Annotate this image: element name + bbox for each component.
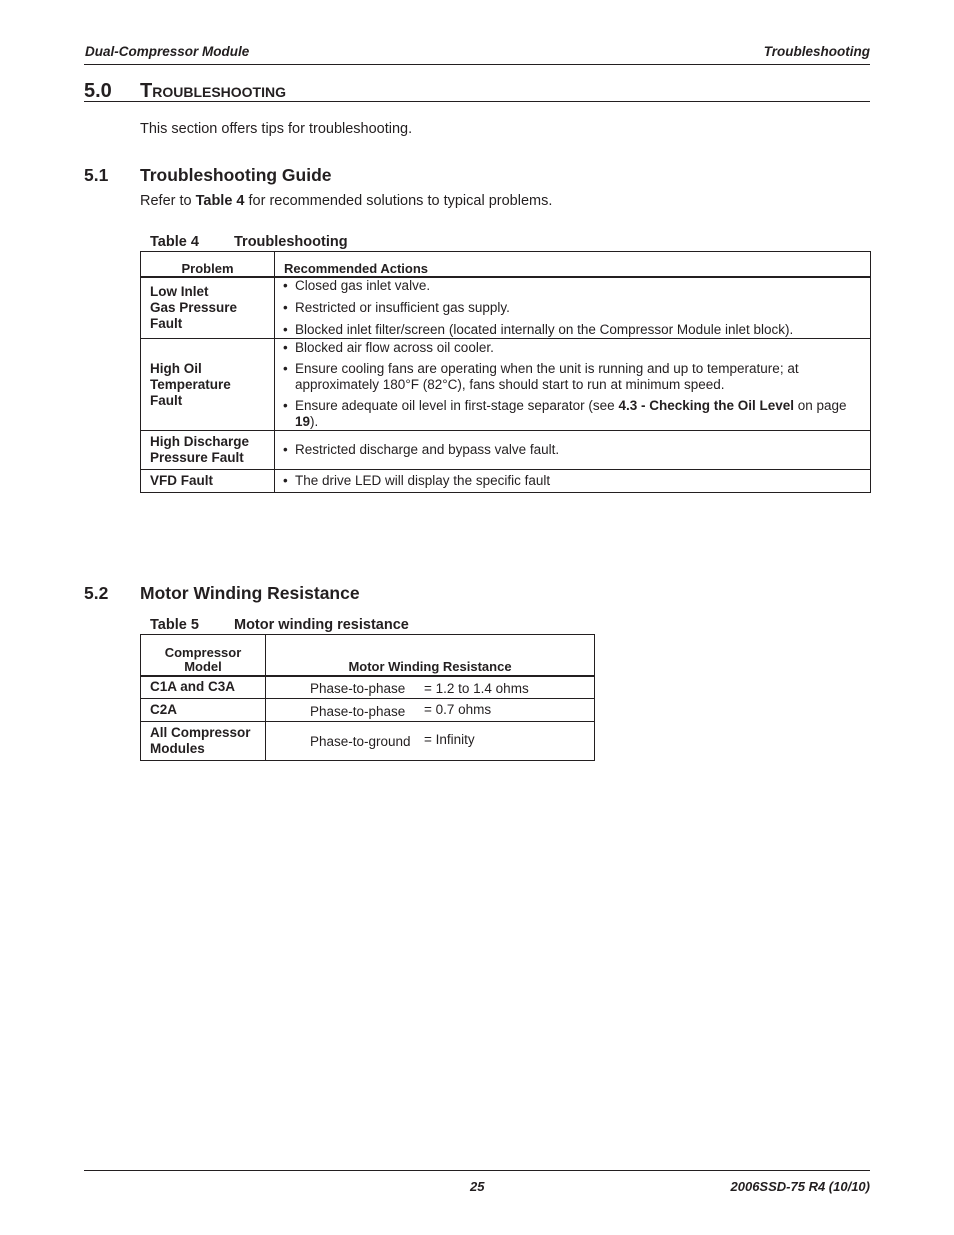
action-item bbox=[283, 398, 862, 430]
problem-line: Gas Pressure bbox=[150, 300, 238, 315]
page-number: 25 bbox=[470, 1179, 485, 1194]
action-item: • Blocked inlet filter/screen (located internally on the Compressor Module inlet block). bbox=[283, 322, 862, 338]
column-header-resistance: Motor Winding Resistance bbox=[266, 635, 595, 676]
problem-line: Fault bbox=[150, 392, 183, 408]
resistance-value: = 1.2 to 1.4 ohms bbox=[424, 680, 529, 696]
action-text: Ensure adequate oil level in first-stage separator (see bbox=[295, 397, 619, 413]
section-title-rest: ROUBLESHOOTING bbox=[152, 84, 286, 100]
header-doc-title: Dual-Compressor Module bbox=[85, 44, 250, 59]
resistance-cell bbox=[266, 722, 595, 761]
action-item: • Ensure cooling fans are operating when the unit is running and up to temperature; at approximately 180°F (82°C), fans should start to run at minimum speed. bbox=[283, 361, 862, 393]
model-cell bbox=[141, 699, 266, 722]
column-header-actions: Recommended Actions bbox=[275, 252, 871, 278]
action-item: • The drive LED will display the specific fault bbox=[283, 473, 862, 489]
section-title bbox=[140, 80, 286, 103]
section-title-initial: T bbox=[140, 80, 153, 102]
action-text: on page bbox=[794, 397, 847, 413]
model-cell bbox=[141, 676, 266, 699]
problem-line: High Oil bbox=[150, 360, 202, 376]
section-number: 5.0 bbox=[84, 80, 112, 102]
header-rule bbox=[84, 64, 870, 65]
actions-cell bbox=[275, 470, 871, 493]
table-row bbox=[141, 676, 595, 699]
action-item: • Restricted discharge and bypass valve fault. bbox=[283, 442, 862, 458]
section-intro: This section offers tips for troubleshooting. bbox=[140, 121, 413, 137]
footer-rule bbox=[84, 1170, 870, 1171]
problem-line: VFD Fault bbox=[150, 473, 213, 488]
section-reference: 4.3 - Checking the Oil Level bbox=[618, 397, 794, 413]
actions-cell bbox=[275, 431, 871, 470]
subsection-number: 5.2 bbox=[84, 583, 109, 603]
problem-cell bbox=[141, 431, 275, 470]
problem-cell bbox=[141, 470, 275, 493]
table5-label: Table 5 bbox=[150, 617, 199, 633]
problem-cell bbox=[141, 277, 275, 339]
table5-title: Motor winding resistance bbox=[234, 617, 409, 633]
resistance-label: Phase-to-phase bbox=[310, 704, 406, 719]
guide-text: Refer to bbox=[140, 193, 196, 209]
problem-line: Low Inlet bbox=[150, 284, 209, 299]
resistance-label: Phase-to-ground bbox=[310, 734, 411, 749]
column-header-problem: Problem bbox=[141, 252, 275, 278]
header-line: Model bbox=[184, 658, 222, 674]
table-header-row bbox=[141, 252, 871, 278]
resistance-label: Phase-to-phase bbox=[310, 680, 406, 696]
table-row bbox=[141, 699, 595, 722]
page-reference: 19 bbox=[295, 413, 311, 429]
table4-title: Troubleshooting bbox=[234, 234, 348, 250]
action-item: • Restricted or insufficient gas supply. bbox=[283, 300, 862, 316]
actions-cell bbox=[275, 277, 871, 339]
actions-cell bbox=[275, 339, 871, 431]
table-row bbox=[141, 339, 871, 431]
model-line: Modules bbox=[150, 741, 205, 756]
action-text: ). bbox=[310, 413, 319, 429]
table-row bbox=[141, 722, 595, 761]
section-heading bbox=[84, 80, 870, 102]
resistance-value: = 0.7 ohms bbox=[424, 702, 492, 717]
resistance-value: = Infinity bbox=[424, 732, 475, 747]
subsection-number: 5.1 bbox=[84, 165, 109, 185]
motor-winding-table bbox=[140, 634, 595, 761]
resistance-cell bbox=[266, 676, 595, 699]
guide-paragraph bbox=[140, 193, 552, 209]
model-line: C2A bbox=[150, 702, 178, 717]
problem-cell bbox=[141, 339, 275, 431]
problem-line: Pressure Fault bbox=[150, 450, 244, 465]
table-row bbox=[141, 470, 871, 493]
subsection-title: Troubleshooting Guide bbox=[140, 165, 332, 185]
table4-reference: Table 4 bbox=[195, 193, 245, 209]
table-row bbox=[141, 431, 871, 470]
model-line: C1A and C3A bbox=[150, 679, 236, 695]
resistance-cell bbox=[266, 699, 595, 722]
problem-line: High Discharge bbox=[150, 434, 250, 449]
table4-label: Table 4 bbox=[150, 234, 199, 250]
document-number: 2006SSD-75 R4 (10/10) bbox=[730, 1179, 870, 1194]
guide-text-rest: for recommended solutions to typical problems. bbox=[244, 193, 553, 209]
header-line: Compressor bbox=[164, 644, 242, 660]
column-header-model bbox=[141, 635, 266, 676]
header-section-title: Troubleshooting bbox=[763, 44, 870, 59]
subsection-title: Motor Winding Resistance bbox=[140, 583, 360, 603]
model-line: All Compressor bbox=[150, 725, 251, 740]
table-header-row bbox=[141, 635, 595, 676]
problem-line: Temperature bbox=[150, 376, 231, 392]
action-item: • Blocked air flow across oil cooler. bbox=[283, 340, 862, 356]
problem-line: Fault bbox=[150, 316, 183, 331]
table-row bbox=[141, 277, 871, 339]
model-cell bbox=[141, 722, 266, 761]
action-item: • Closed gas inlet valve. bbox=[283, 278, 862, 294]
troubleshooting-table bbox=[140, 251, 871, 493]
